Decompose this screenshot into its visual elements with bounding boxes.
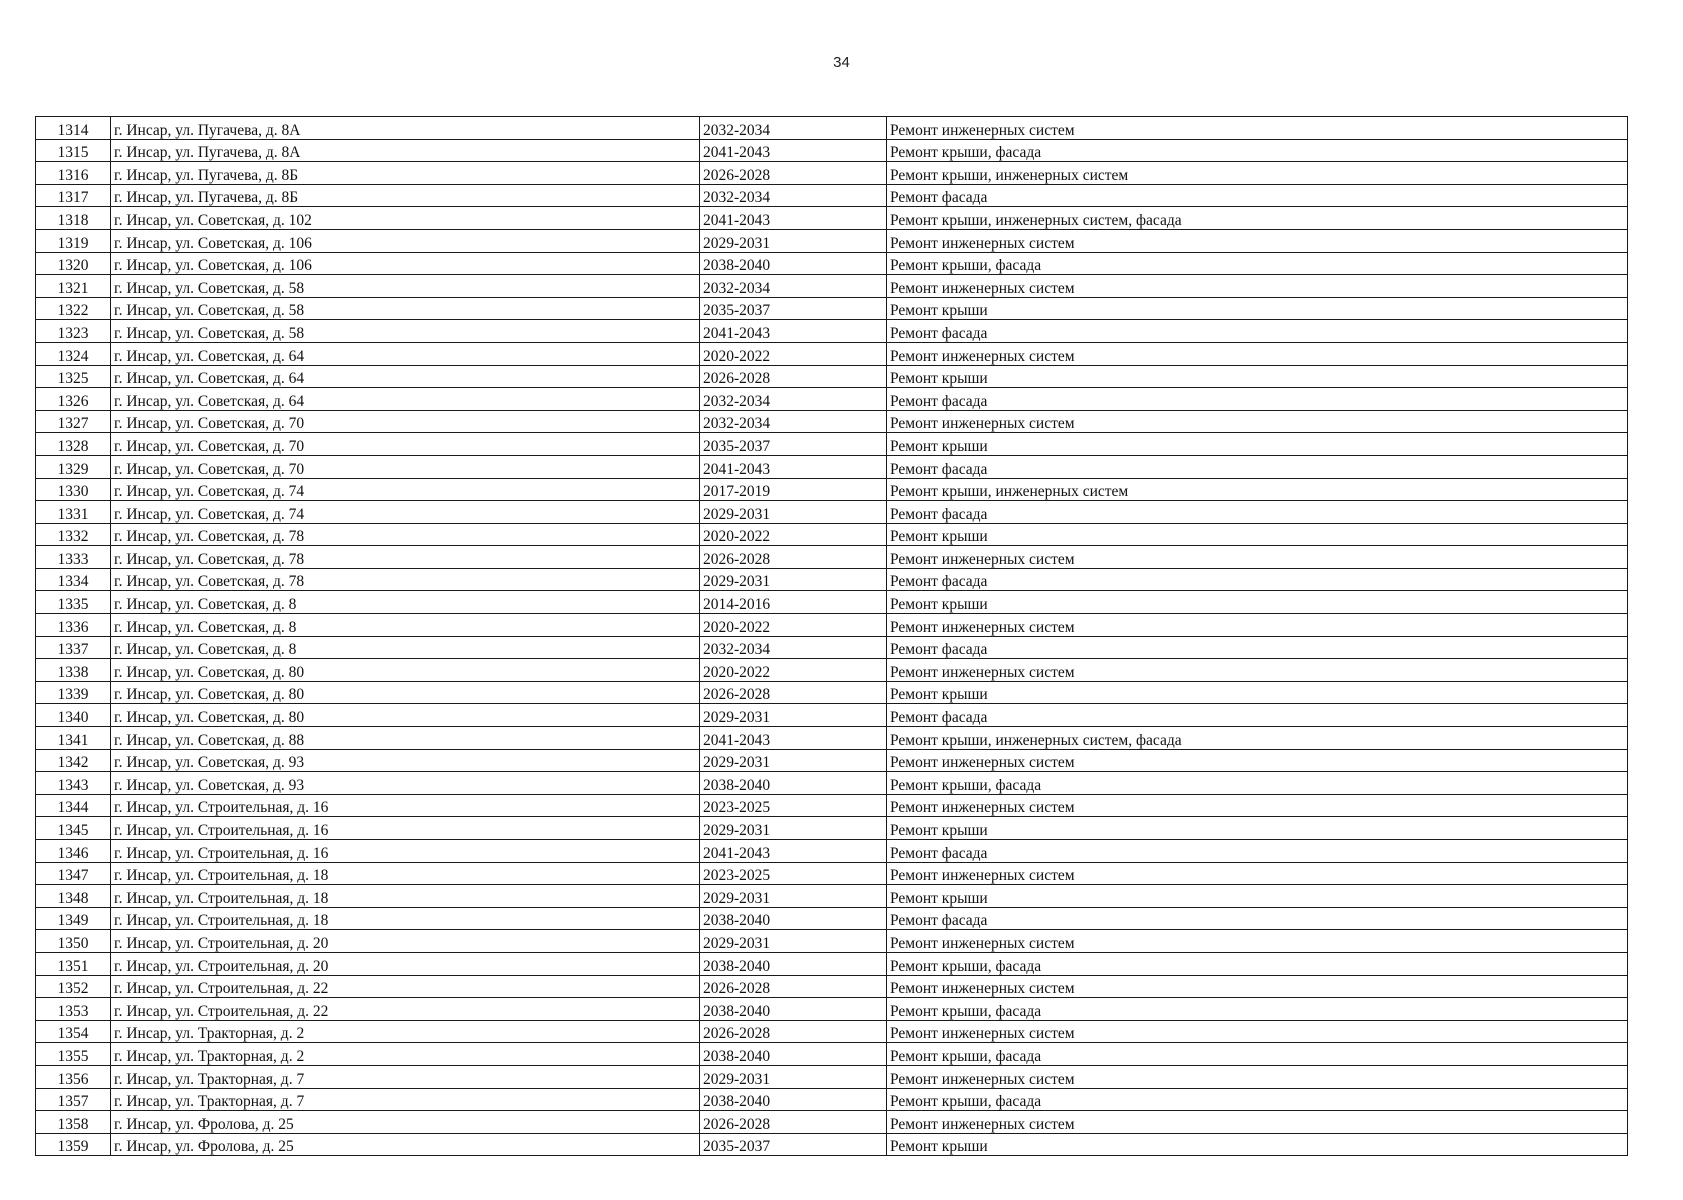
table-row: [36, 772, 1628, 795]
row-number-cell: 1315: [36, 139, 111, 162]
table-row: [36, 229, 1628, 252]
address-cell: г. Инсар, ул. Советская, д. 80: [111, 659, 700, 682]
row-number-cell: 1351: [36, 952, 111, 975]
period-cell: 2038-2040: [700, 907, 887, 930]
address-cell: г. Инсар, ул. Советская, д. 70: [111, 433, 700, 456]
work-type-cell: Ремонт инженерных систем: [887, 659, 1628, 682]
row-number-cell: 1353: [36, 998, 111, 1021]
work-type-cell: Ремонт инженерных систем: [887, 794, 1628, 817]
address-cell: г. Инсар, ул. Строительная, д. 18: [111, 862, 700, 885]
address-cell: г. Инсар, ул. Фролова, д. 25: [111, 1133, 700, 1156]
period-cell: 2029-2031: [700, 704, 887, 727]
row-number-cell: 1331: [36, 501, 111, 524]
period-cell: 2029-2031: [700, 749, 887, 772]
period-cell: 2035-2037: [700, 433, 887, 456]
row-number-cell: 1328: [36, 433, 111, 456]
work-type-cell: Ремонт крыши, фасада: [887, 252, 1628, 275]
address-cell: г. Инсар, ул. Советская, д. 64: [111, 388, 700, 411]
period-cell: 2035-2037: [700, 1133, 887, 1156]
work-type-cell: Ремонт инженерных систем: [887, 1111, 1628, 1134]
row-number-cell: 1341: [36, 727, 111, 750]
address-cell: г. Инсар, ул. Строительная, д. 18: [111, 907, 700, 930]
address-cell: г. Инсар, ул. Советская, д. 106: [111, 229, 700, 252]
row-number-cell: 1343: [36, 772, 111, 795]
work-type-cell: Ремонт фасада: [887, 501, 1628, 524]
period-cell: 2038-2040: [700, 998, 887, 1021]
address-cell: г. Инсар, ул. Пугачева, д. 8Б: [111, 162, 700, 185]
period-cell: 2017-2019: [700, 478, 887, 501]
row-number-cell: 1342: [36, 749, 111, 772]
period-cell: 2038-2040: [700, 952, 887, 975]
table-row: [36, 568, 1628, 591]
row-number-cell: 1357: [36, 1088, 111, 1111]
address-cell: г. Инсар, ул. Советская, д. 93: [111, 772, 700, 795]
table-row: [36, 455, 1628, 478]
work-type-cell: Ремонт крыши, фасада: [887, 952, 1628, 975]
work-type-cell: Ремонт инженерных систем: [887, 546, 1628, 569]
row-number-cell: 1337: [36, 636, 111, 659]
table-row: [36, 297, 1628, 320]
address-cell: г. Инсар, ул. Строительная, д. 18: [111, 885, 700, 908]
row-number-cell: 1349: [36, 907, 111, 930]
work-type-cell: Ремонт фасада: [887, 636, 1628, 659]
period-cell: 2035-2037: [700, 297, 887, 320]
work-type-cell: Ремонт инженерных систем: [887, 410, 1628, 433]
address-cell: г. Инсар, ул. Строительная, д. 20: [111, 930, 700, 953]
period-cell: 2041-2043: [700, 727, 887, 750]
address-cell: г. Инсар, ул. Пугачева, д. 8Б: [111, 184, 700, 207]
row-number-cell: 1350: [36, 930, 111, 953]
address-cell: г. Инсар, ул. Советская, д. 102: [111, 207, 700, 230]
row-number-cell: 1334: [36, 568, 111, 591]
table-row: [36, 1133, 1628, 1156]
work-type-cell: Ремонт инженерных систем: [887, 117, 1628, 140]
work-type-cell: Ремонт крыши, фасада: [887, 998, 1628, 1021]
row-number-cell: 1348: [36, 885, 111, 908]
period-cell: 2032-2034: [700, 388, 887, 411]
row-number-cell: 1320: [36, 252, 111, 275]
row-number-cell: 1345: [36, 817, 111, 840]
table-row: [36, 591, 1628, 614]
period-cell: 2029-2031: [700, 568, 887, 591]
address-cell: г. Инсар, ул. Советская, д. 78: [111, 546, 700, 569]
address-cell: г. Инсар, ул. Советская, д. 78: [111, 523, 700, 546]
address-cell: г. Инсар, ул. Тракторная, д. 7: [111, 1088, 700, 1111]
period-cell: 2023-2025: [700, 794, 887, 817]
table-row: [36, 794, 1628, 817]
address-cell: г. Инсар, ул. Советская, д. 74: [111, 478, 700, 501]
work-type-cell: Ремонт фасада: [887, 704, 1628, 727]
row-number-cell: 1329: [36, 455, 111, 478]
table-row: [36, 184, 1628, 207]
work-type-cell: Ремонт фасада: [887, 184, 1628, 207]
repair-schedule-table: [35, 116, 1628, 1156]
page-number: 34: [833, 54, 850, 71]
work-type-cell: Ремонт фасада: [887, 568, 1628, 591]
address-cell: г. Инсар, ул. Пугачева, д. 8А: [111, 117, 700, 140]
address-cell: г. Инсар, ул. Строительная, д. 20: [111, 952, 700, 975]
work-type-cell: Ремонт фасада: [887, 907, 1628, 930]
address-cell: г. Инсар, ул. Тракторная, д. 2: [111, 1043, 700, 1066]
row-number-cell: 1346: [36, 840, 111, 863]
address-cell: г. Инсар, ул. Советская, д. 106: [111, 252, 700, 275]
address-cell: г. Инсар, ул. Советская, д. 80: [111, 704, 700, 727]
row-number-cell: 1333: [36, 546, 111, 569]
table-row: [36, 952, 1628, 975]
row-number-cell: 1317: [36, 184, 111, 207]
row-number-cell: 1322: [36, 297, 111, 320]
work-type-cell: Ремонт крыши, фасада: [887, 139, 1628, 162]
work-type-cell: Ремонт крыши: [887, 297, 1628, 320]
table-row: [36, 162, 1628, 185]
work-type-cell: Ремонт крыши: [887, 523, 1628, 546]
work-type-cell: Ремонт фасада: [887, 455, 1628, 478]
address-cell: г. Инсар, ул. Фролова, д. 25: [111, 1111, 700, 1134]
work-type-cell: Ремонт крыши: [887, 591, 1628, 614]
address-cell: г. Инсар, ул. Советская, д. 80: [111, 681, 700, 704]
table-body: [36, 117, 1628, 1156]
address-cell: г. Инсар, ул. Советская, д. 74: [111, 501, 700, 524]
work-type-cell: Ремонт крыши: [887, 885, 1628, 908]
period-cell: 2026-2028: [700, 1020, 887, 1043]
work-type-cell: Ремонт инженерных систем: [887, 862, 1628, 885]
work-type-cell: Ремонт инженерных систем: [887, 229, 1628, 252]
work-type-cell: Ремонт инженерных систем: [887, 1020, 1628, 1043]
row-number-cell: 1355: [36, 1043, 111, 1066]
row-number-cell: 1319: [36, 229, 111, 252]
table-row: [36, 433, 1628, 456]
row-number-cell: 1325: [36, 365, 111, 388]
period-cell: 2041-2043: [700, 139, 887, 162]
work-type-cell: Ремонт крыши: [887, 817, 1628, 840]
address-cell: г. Инсар, ул. Советская, д. 78: [111, 568, 700, 591]
row-number-cell: 1338: [36, 659, 111, 682]
row-number-cell: 1330: [36, 478, 111, 501]
period-cell: 2041-2043: [700, 320, 887, 343]
row-number-cell: 1326: [36, 388, 111, 411]
table-row: [36, 885, 1628, 908]
row-number-cell: 1327: [36, 410, 111, 433]
row-number-cell: 1347: [36, 862, 111, 885]
table-row: [36, 320, 1628, 343]
address-cell: г. Инсар, ул. Строительная, д. 22: [111, 975, 700, 998]
table-row: [36, 704, 1628, 727]
table-row: [36, 139, 1628, 162]
period-cell: 2026-2028: [700, 365, 887, 388]
table-row: [36, 275, 1628, 298]
row-number-cell: 1359: [36, 1133, 111, 1156]
period-cell: 2029-2031: [700, 930, 887, 953]
row-number-cell: 1314: [36, 117, 111, 140]
table-row: [36, 501, 1628, 524]
address-cell: г. Инсар, ул. Советская, д. 88: [111, 727, 700, 750]
period-cell: 2041-2043: [700, 840, 887, 863]
table-row: [36, 975, 1628, 998]
work-type-cell: Ремонт крыши: [887, 1133, 1628, 1156]
address-cell: г. Инсар, ул. Советская, д. 58: [111, 297, 700, 320]
table-row: [36, 1020, 1628, 1043]
table-row: [36, 930, 1628, 953]
table-row: [36, 681, 1628, 704]
period-cell: 2032-2034: [700, 636, 887, 659]
period-cell: 2026-2028: [700, 162, 887, 185]
row-number-cell: 1324: [36, 342, 111, 365]
period-cell: 2023-2025: [700, 862, 887, 885]
period-cell: 2038-2040: [700, 252, 887, 275]
period-cell: 2020-2022: [700, 523, 887, 546]
period-cell: 2026-2028: [700, 546, 887, 569]
period-cell: 2041-2043: [700, 207, 887, 230]
table-row: [36, 1043, 1628, 1066]
table-row: [36, 365, 1628, 388]
row-number-cell: 1318: [36, 207, 111, 230]
address-cell: г. Инсар, ул. Советская, д. 58: [111, 320, 700, 343]
row-number-cell: 1344: [36, 794, 111, 817]
row-number-cell: 1356: [36, 1065, 111, 1088]
row-number-cell: 1332: [36, 523, 111, 546]
period-cell: 2038-2040: [700, 772, 887, 795]
work-type-cell: Ремонт инженерных систем: [887, 975, 1628, 998]
address-cell: г. Инсар, ул. Тракторная, д. 2: [111, 1020, 700, 1043]
table-row: [36, 410, 1628, 433]
table-row: [36, 388, 1628, 411]
address-cell: г. Инсар, ул. Советская, д. 8: [111, 591, 700, 614]
row-number-cell: 1336: [36, 614, 111, 637]
table-row: [36, 614, 1628, 637]
period-cell: 2038-2040: [700, 1043, 887, 1066]
row-number-cell: 1323: [36, 320, 111, 343]
row-number-cell: 1339: [36, 681, 111, 704]
work-type-cell: Ремонт крыши: [887, 681, 1628, 704]
period-cell: 2032-2034: [700, 184, 887, 207]
period-cell: 2020-2022: [700, 614, 887, 637]
table-row: [36, 727, 1628, 750]
work-type-cell: Ремонт крыши, инженерных систем, фасада: [887, 207, 1628, 230]
address-cell: г. Инсар, ул. Строительная, д. 16: [111, 840, 700, 863]
work-type-cell: Ремонт фасада: [887, 320, 1628, 343]
address-cell: г. Инсар, ул. Советская, д. 64: [111, 342, 700, 365]
period-cell: 2026-2028: [700, 681, 887, 704]
work-type-cell: Ремонт крыши, фасада: [887, 1088, 1628, 1111]
row-number-cell: 1340: [36, 704, 111, 727]
work-type-cell: Ремонт инженерных систем: [887, 749, 1628, 772]
address-cell: г. Инсар, ул. Советская, д. 70: [111, 410, 700, 433]
table-row: [36, 342, 1628, 365]
work-type-cell: Ремонт инженерных систем: [887, 930, 1628, 953]
table-row: [36, 659, 1628, 682]
table-row: [36, 636, 1628, 659]
period-cell: 2032-2034: [700, 275, 887, 298]
row-number-cell: 1352: [36, 975, 111, 998]
period-cell: 2041-2043: [700, 455, 887, 478]
work-type-cell: Ремонт крыши, инженерных систем, фасада: [887, 727, 1628, 750]
work-type-cell: Ремонт фасада: [887, 388, 1628, 411]
address-cell: г. Инсар, ул. Тракторная, д. 7: [111, 1065, 700, 1088]
row-number-cell: 1354: [36, 1020, 111, 1043]
work-type-cell: Ремонт фасада: [887, 840, 1628, 863]
work-type-cell: Ремонт инженерных систем: [887, 342, 1628, 365]
work-type-cell: Ремонт крыши, инженерных систем: [887, 478, 1628, 501]
address-cell: г. Инсар, ул. Советская, д. 70: [111, 455, 700, 478]
period-cell: 2014-2016: [700, 591, 887, 614]
row-number-cell: 1335: [36, 591, 111, 614]
table-row: [36, 862, 1628, 885]
period-cell: 2029-2031: [700, 229, 887, 252]
work-type-cell: Ремонт крыши, фасада: [887, 772, 1628, 795]
address-cell: г. Инсар, ул. Строительная, д. 22: [111, 998, 700, 1021]
row-number-cell: 1358: [36, 1111, 111, 1134]
work-type-cell: Ремонт инженерных систем: [887, 614, 1628, 637]
period-cell: 2029-2031: [700, 501, 887, 524]
period-cell: 2026-2028: [700, 975, 887, 998]
period-cell: 2038-2040: [700, 1088, 887, 1111]
period-cell: 2020-2022: [700, 342, 887, 365]
period-cell: 2029-2031: [700, 1065, 887, 1088]
table-row: [36, 207, 1628, 230]
period-cell: 2020-2022: [700, 659, 887, 682]
work-type-cell: Ремонт крыши: [887, 365, 1628, 388]
address-cell: г. Инсар, ул. Советская, д. 64: [111, 365, 700, 388]
address-cell: г. Инсар, ул. Советская, д. 93: [111, 749, 700, 772]
table-row: [36, 907, 1628, 930]
period-cell: 2026-2028: [700, 1111, 887, 1134]
address-cell: г. Инсар, ул. Пугачева, д. 8А: [111, 139, 700, 162]
table-row: [36, 546, 1628, 569]
table-row: [36, 117, 1628, 140]
row-number-cell: 1316: [36, 162, 111, 185]
table-row: [36, 1088, 1628, 1111]
table-row: [36, 523, 1628, 546]
period-cell: 2032-2034: [700, 410, 887, 433]
table-row: [36, 252, 1628, 275]
table-row: [36, 817, 1628, 840]
address-cell: г. Инсар, ул. Строительная, д. 16: [111, 794, 700, 817]
row-number-cell: 1321: [36, 275, 111, 298]
table-row: [36, 1065, 1628, 1088]
address-cell: г. Инсар, ул. Советская, д. 58: [111, 275, 700, 298]
table-row: [36, 998, 1628, 1021]
work-type-cell: Ремонт инженерных систем: [887, 275, 1628, 298]
period-cell: 2029-2031: [700, 885, 887, 908]
address-cell: г. Инсар, ул. Советская, д. 8: [111, 636, 700, 659]
work-type-cell: Ремонт инженерных систем: [887, 1065, 1628, 1088]
table-row: [36, 1111, 1628, 1134]
work-type-cell: Ремонт крыши, инженерных систем: [887, 162, 1628, 185]
table-row: [36, 840, 1628, 863]
table-row: [36, 749, 1628, 772]
period-cell: 2032-2034: [700, 117, 887, 140]
work-type-cell: Ремонт крыши, фасада: [887, 1043, 1628, 1066]
address-cell: г. Инсар, ул. Советская, д. 8: [111, 614, 700, 637]
table-row: [36, 478, 1628, 501]
work-type-cell: Ремонт крыши: [887, 433, 1628, 456]
period-cell: 2029-2031: [700, 817, 887, 840]
address-cell: г. Инсар, ул. Строительная, д. 16: [111, 817, 700, 840]
